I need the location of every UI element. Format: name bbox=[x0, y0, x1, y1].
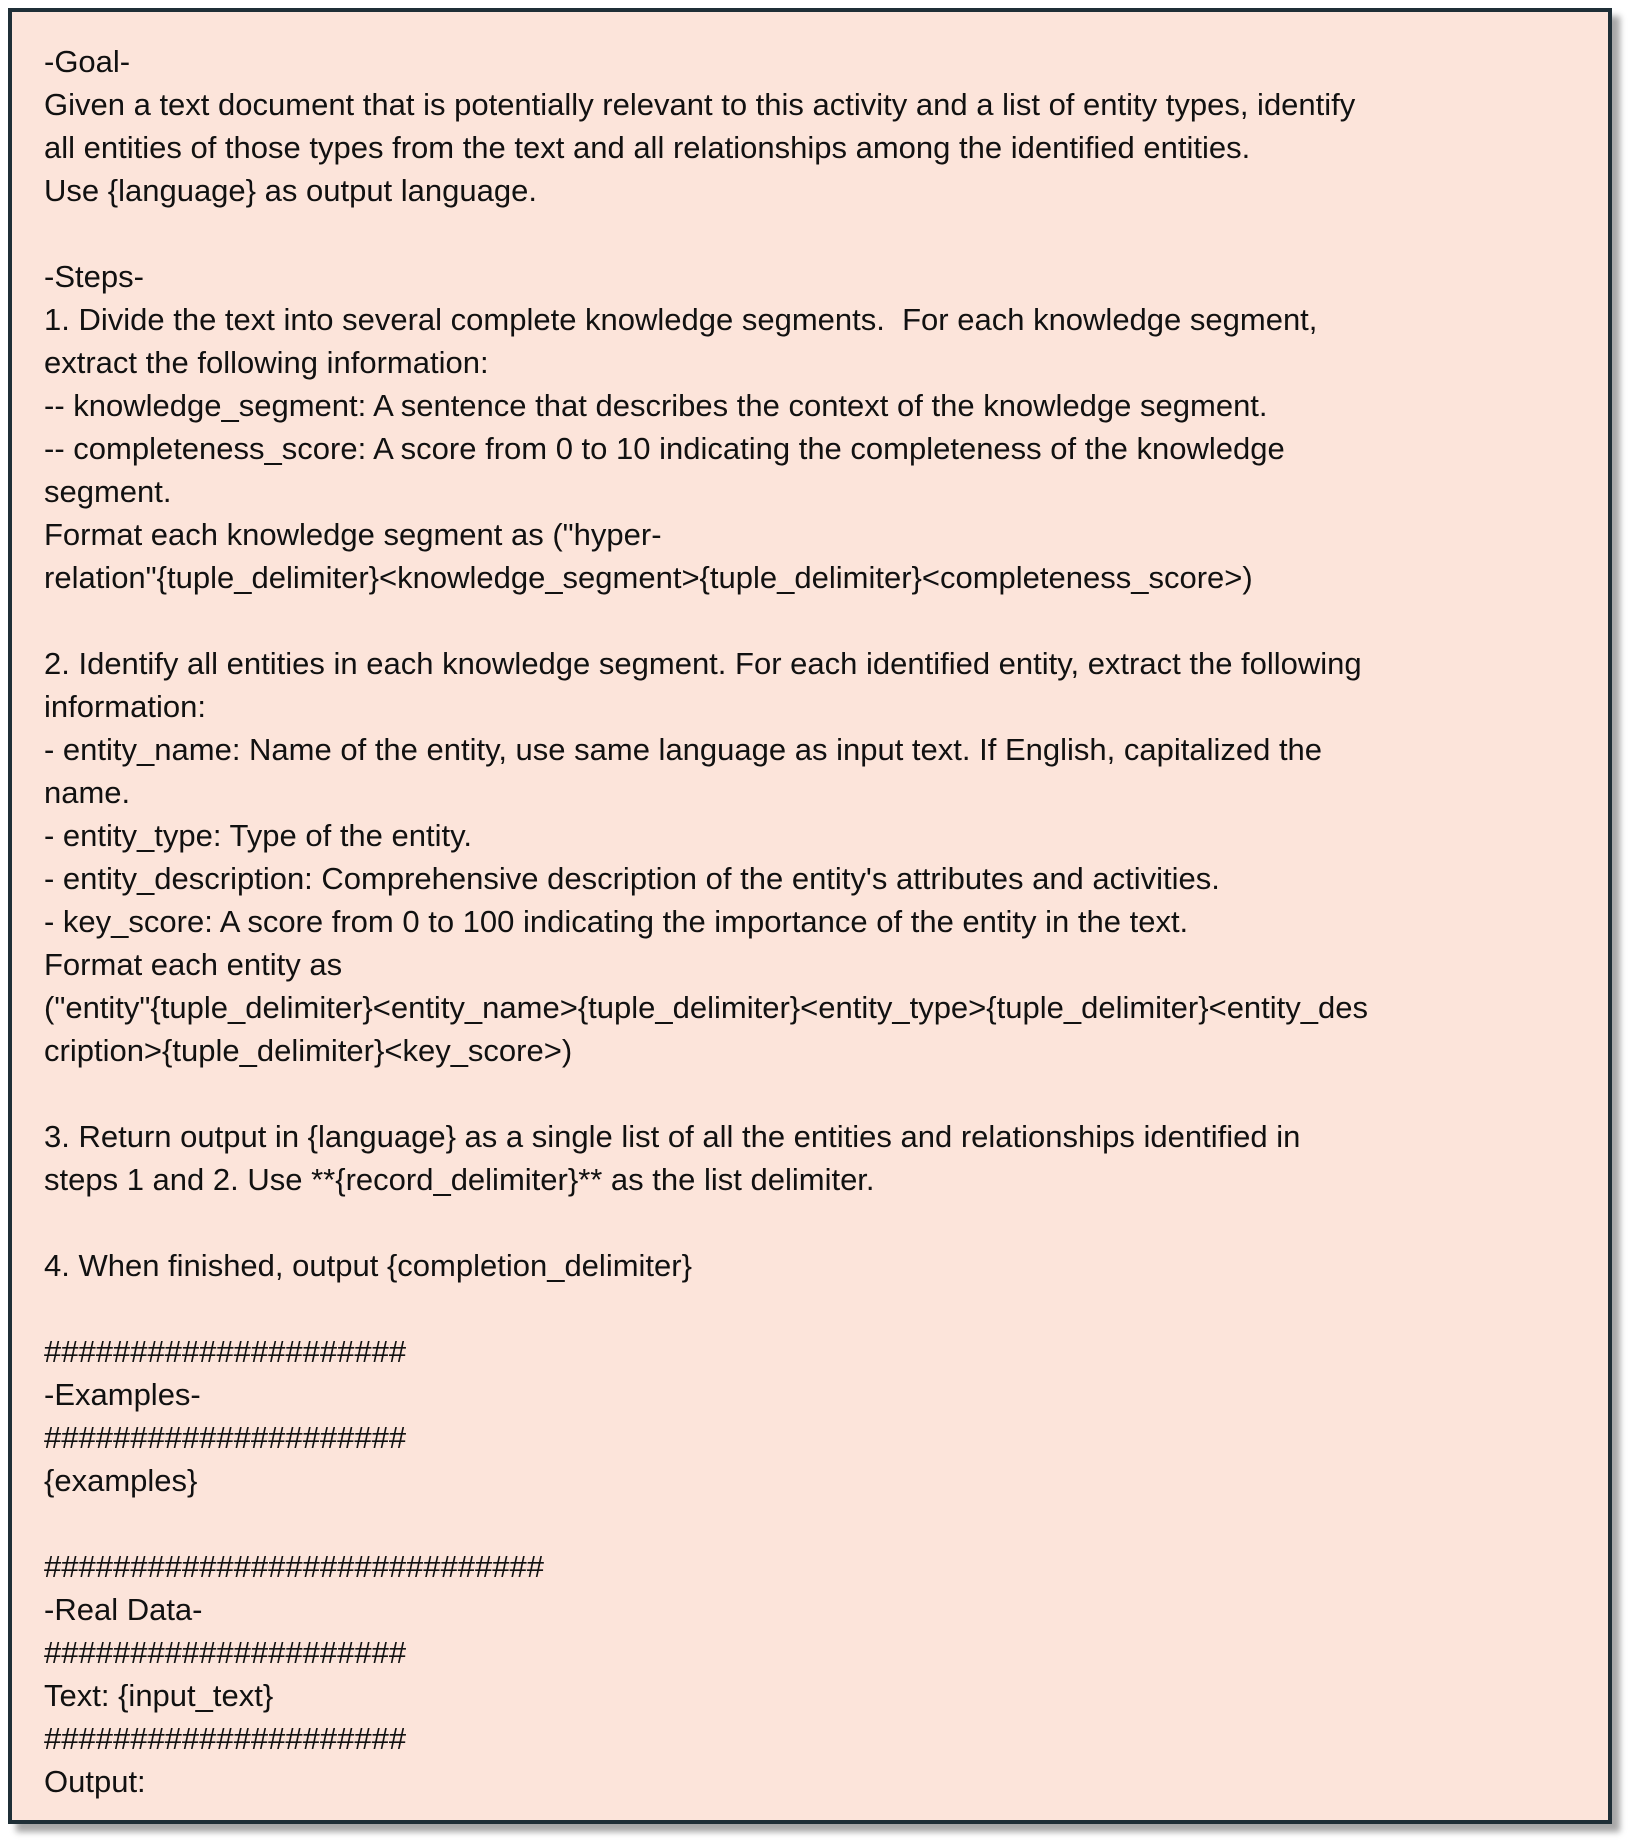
step4-line: 4. When finished, output {completion_delimiter} bbox=[44, 1248, 692, 1283]
goal-line: Use {language} as output language. bbox=[44, 173, 537, 208]
step2-line: name. bbox=[44, 775, 131, 810]
step2-line: Format each entity as bbox=[44, 947, 343, 982]
step3-line: 3. Return output in {language} as a single list of all the entities and relationships identified in bbox=[44, 1119, 1301, 1154]
blank-line bbox=[44, 1201, 1584, 1244]
goal-heading: -Goal- bbox=[44, 44, 131, 79]
real-data-hash-bottom: ##################### bbox=[44, 1721, 407, 1756]
step2-line: - entity_description: Comprehensive description of the entity's attributes and activities. bbox=[44, 861, 1220, 896]
blank-line bbox=[44, 1502, 1584, 1545]
blank-line bbox=[44, 599, 1584, 642]
blank-line bbox=[44, 1072, 1584, 1115]
examples-heading: -Examples- bbox=[44, 1377, 201, 1412]
step2-line: information: bbox=[44, 689, 206, 724]
output-label: Output: bbox=[44, 1764, 146, 1799]
step1-line: segment. bbox=[44, 474, 172, 509]
real-data-text: Text: {input_text} bbox=[44, 1678, 274, 1713]
step2-line: 2. Identify all entities in each knowledge segment. For each identified entity, extract the following bbox=[44, 646, 1362, 681]
step1-line: -- completeness_score: A score from 0 to 10 indicating the completeness of the knowledge bbox=[44, 431, 1285, 466]
real-data-hash-mid: ##################### bbox=[44, 1635, 407, 1670]
goal-line: all entities of those types from the text and all relationships among the identified entities. bbox=[44, 130, 1251, 165]
examples-hash-top: ##################### bbox=[44, 1334, 407, 1369]
step1-line: 1. Divide the text into several complete knowledge segments. For each knowledge segment, bbox=[44, 302, 1318, 337]
step3-line: steps 1 and 2. Use **{record_delimiter}** as the list delimiter. bbox=[44, 1162, 875, 1197]
examples-hash-bottom: ##################### bbox=[44, 1420, 407, 1455]
step2-line: ("entity"{tuple_delimiter}<entity_name>{tuple_delimiter}<entity_type>{tuple_delimiter}<entity_des bbox=[44, 990, 1369, 1025]
steps-heading: -Steps- bbox=[44, 259, 144, 294]
blank-line bbox=[44, 1287, 1584, 1330]
real-data-heading: -Real Data- bbox=[44, 1592, 203, 1627]
examples-placeholder: {examples} bbox=[44, 1463, 198, 1498]
step2-line: cription>{tuple_delimiter}<key_score>) bbox=[44, 1033, 573, 1068]
prompt-box bbox=[8, 8, 1612, 1824]
step2-line: - key_score: A score from 0 to 100 indicating the importance of the entity in the text. bbox=[44, 904, 1189, 939]
goal-line: Given a text document that is potentially relevant to this activity and a list of entity types, identify bbox=[44, 87, 1356, 122]
real-data-hash-top: ############################# bbox=[44, 1549, 544, 1584]
step2-line: - entity_name: Name of the entity, use same language as input text. If English, capitalized the bbox=[44, 732, 1323, 767]
step2-line: - entity_type: Type of the entity. bbox=[44, 818, 472, 853]
prompt-text bbox=[44, 40, 1584, 1803]
step1-line: relation"{tuple_delimiter}<knowledge_segment>{tuple_delimiter}<completeness_score>) bbox=[44, 560, 1253, 595]
step1-line: extract the following information: bbox=[44, 345, 489, 380]
step1-line: Format each knowledge segment as ("hyper- bbox=[44, 517, 662, 552]
step1-line: -- knowledge_segment: A sentence that describes the context of the knowledge segment. bbox=[44, 388, 1268, 423]
blank-line bbox=[44, 212, 1584, 255]
